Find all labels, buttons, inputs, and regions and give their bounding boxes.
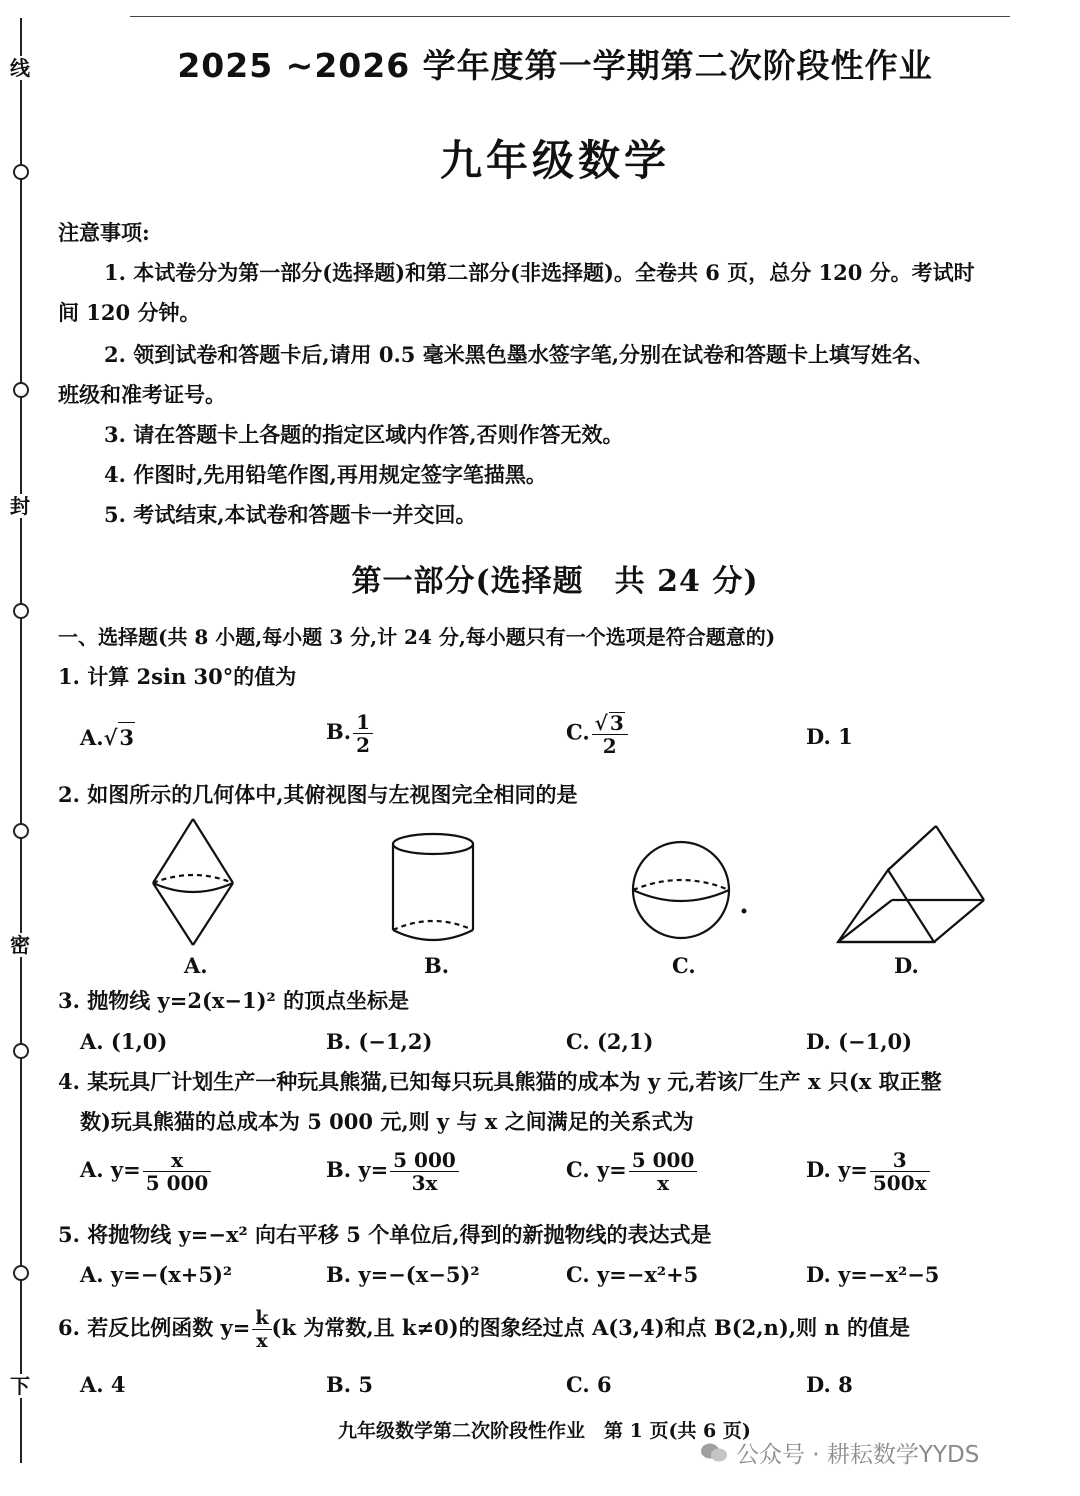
wechat-icon xyxy=(700,1442,728,1464)
q5-option-c: C. y=−x²+5 xyxy=(566,1262,699,1287)
binding-line xyxy=(20,18,22,1463)
double-cone-figure xyxy=(145,815,245,950)
margin-circle xyxy=(13,823,29,839)
margin-mark-seal: 封 xyxy=(10,494,30,518)
part-title: 第一部分(选择题 共 24 分) xyxy=(351,564,759,599)
margin-circle xyxy=(13,1043,29,1059)
notice-item: 2. 领到试卷和答题卡后,请用 0.5 毫米黑色墨水签字笔,分别在试卷和答题卡上填写姓名、 xyxy=(104,342,935,367)
question-4-stem-line1: 4. 某玩具厂计划生产一种玩具熊猫,已知每只玩具熊猫的成本为 y 元,若该厂生产 x 只(x 取正整 xyxy=(58,1069,942,1094)
q4-option-d: D. y= $\frac{3}{500x}$ xyxy=(806,1150,930,1193)
q3-option-b: B. (−1,2) xyxy=(326,1029,433,1054)
q3-option-c: C. (2,1) xyxy=(566,1029,654,1054)
q6-option-d: D. 8 xyxy=(806,1372,853,1397)
q6-option-b: B. 5 xyxy=(326,1372,373,1397)
notice-heading: 注意事项: xyxy=(58,220,150,245)
question-1-stem: 1. 计算 2sin 30°的值为 xyxy=(58,664,297,689)
q1-option-d: D. 1 xyxy=(806,724,853,749)
figure-label-c: C. xyxy=(672,953,696,978)
figure-label-b: B. xyxy=(424,953,450,978)
question-4-stem-line2: 数)玩具熊猫的总成本为 5 000 元,则 y 与 x 之间满足的关系式为 xyxy=(80,1109,694,1134)
sphere-figure xyxy=(626,840,756,940)
q3-option-a: A. (1,0) xyxy=(80,1029,168,1054)
watermark xyxy=(700,1436,979,1469)
q4-option-b: B. y= $\frac{5 000}{3x}$ xyxy=(326,1150,459,1193)
notice-item: 3. 请在答题卡上各题的指定区域内作答,否则作答无效。 xyxy=(104,422,624,447)
q3-option-d: D. (−1,0) xyxy=(806,1029,913,1054)
q4-option-a: A. y= $\frac{x}{5 000}$ xyxy=(80,1150,211,1193)
triangular-prism-figure xyxy=(832,820,992,950)
q6-option-c: C. 6 xyxy=(566,1372,612,1397)
question-2-stem: 2. 如图所示的几何体中,其俯视图与左视图完全相同的是 xyxy=(58,782,578,807)
exam-title: 2025 ~2026 学年度第一学期第二次阶段性作业 xyxy=(177,46,933,85)
question-6-stem: 6. 若反比例函数 y= $\frac{k}{x}$ (k 为常数,且 k≠0)的图象经过点 A(3,4)和点 B(2,n),则 n 的值是 xyxy=(58,1307,910,1352)
q6-option-a: A. 4 xyxy=(80,1372,126,1397)
q1-option-a: A.√3 xyxy=(80,722,135,753)
cylinder-figure xyxy=(385,830,485,945)
margin-mark-secret: 密 xyxy=(10,933,30,957)
margin-mark-line: 线 xyxy=(10,56,30,80)
notice-item: 4. 作图时,先用铅笔作图,再用规定签字笔描黑。 xyxy=(104,462,547,487)
question-3-stem: 3. 抛物线 y=2(x−1)² 的顶点坐标是 xyxy=(58,988,410,1013)
q1-option-b: B. $\frac{1}{2}$ xyxy=(326,712,373,755)
q5-option-a: A. y=−(x+5)² xyxy=(80,1262,233,1287)
subject-title: 九年级数学 xyxy=(439,136,670,185)
margin-circle xyxy=(13,382,29,398)
q1-option-c: C. $\frac{√ 3}{2}$ xyxy=(566,712,628,756)
figure-label-d: D. xyxy=(894,953,919,978)
notice-item: 班级和准考证号。 xyxy=(58,382,226,407)
question-5-stem: 5. 将抛物线 y=−x² 向右平移 5 个单位后,得到的新抛物线的表达式是 xyxy=(58,1222,712,1247)
top-rule xyxy=(130,16,1010,17)
figure-label-a: A. xyxy=(184,953,208,978)
notice-item: 1. 本试卷分为第一部分(选择题)和第二部分(非选择题)。全卷共 6 页，总分 120 分。考试时 xyxy=(104,260,975,285)
margin-mark-below: 下 xyxy=(10,1374,30,1398)
watermark-text: 公众号 · 耕耘数学YYDS xyxy=(736,1442,980,1468)
q5-option-d: D. y=−x²−5 xyxy=(806,1262,940,1287)
page-footer: 九年级数学第二次阶段性作业 第 1 页(共 6 页) xyxy=(338,1420,751,1442)
section-heading: 一、选择题(共 8 小题,每小题 3 分,计 24 分,每小题只有一个选项是符合题意的) xyxy=(58,625,776,649)
margin-circle xyxy=(13,603,29,619)
q4-option-c: C. y= $\frac{5 000}{x}$ xyxy=(566,1150,697,1193)
margin-circle xyxy=(13,1265,29,1281)
notice-item: 5. 考试结束,本试卷和答题卡一并交回。 xyxy=(104,502,477,527)
q5-option-b: B. y=−(x−5)² xyxy=(326,1262,480,1287)
notice-item: 间 120 分钟。 xyxy=(58,300,201,325)
